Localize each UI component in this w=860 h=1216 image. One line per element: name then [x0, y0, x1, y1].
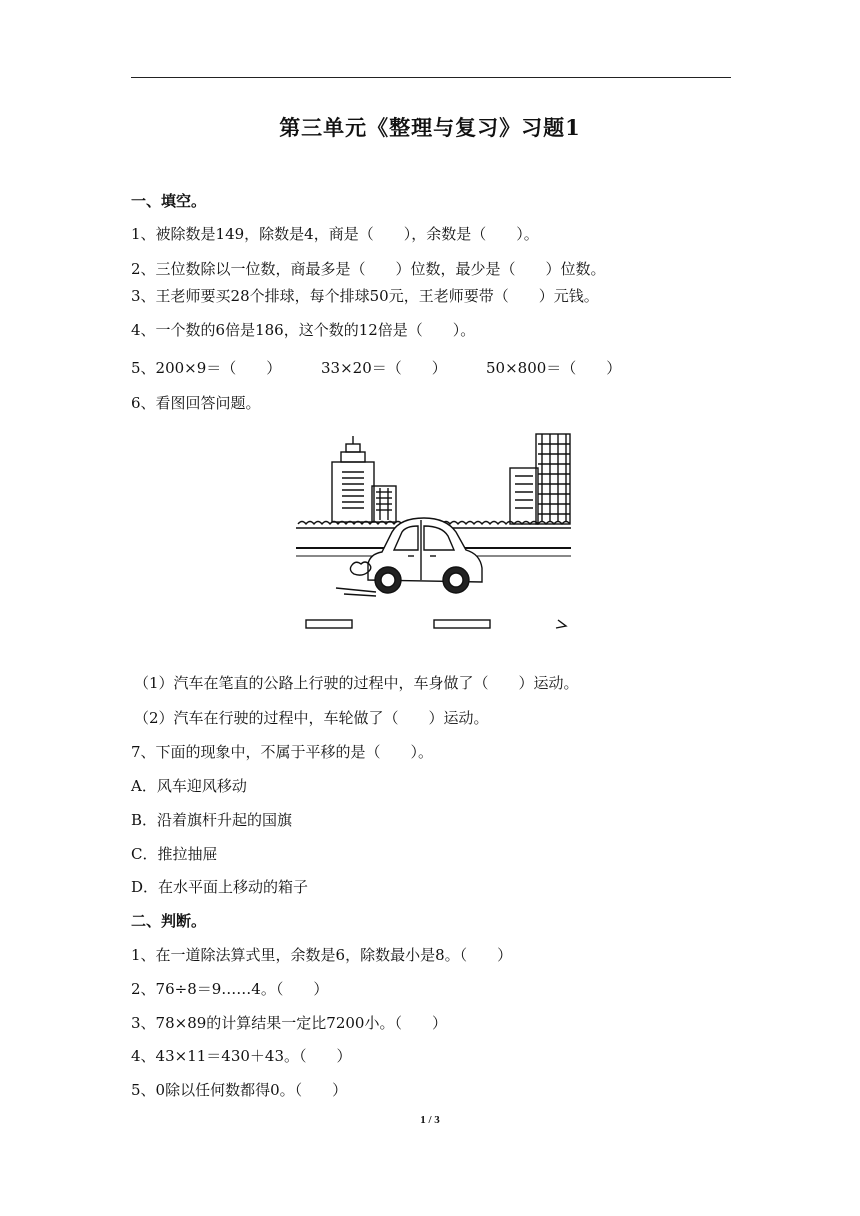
option-b: B．沿着旗杆升起的国旗 [131, 811, 293, 829]
calc-a: 5、200×9＝（ ） [131, 359, 282, 377]
judge-item-5: 5、0除以任何数都得0。（ ） [131, 1081, 348, 1099]
question-1: 1、被除数是149，除数是4，商是（ ），余数是（ ）。 [131, 225, 539, 243]
calc-b: 33×20＝（ ） [321, 359, 447, 377]
judge-item-4: 4、43×11＝430＋43。（ ） [131, 1047, 352, 1065]
page-title: 第三单元《整理与复习》习题1 [279, 115, 581, 140]
building-right-icon [510, 434, 570, 524]
car-street-illustration [296, 432, 571, 642]
question-6: 6、看图回答问题。 [131, 394, 261, 412]
option-d: D．在水平面上移动的箱子 [131, 878, 309, 896]
car-icon [336, 518, 482, 596]
judge-item-2: 2、76÷8＝9……4。（ ） [131, 980, 329, 998]
question-3: 3、王老师要买28个排球，每个排球50元，王老师要带（ ）元钱。 [131, 287, 599, 305]
judge-item-3: 3、78×89的计算结果一定比7200小。（ ） [131, 1014, 447, 1032]
question-6-1: （1）汽车在笔直的公路上行驶的过程中，车身做了（ ）运动。 [134, 674, 579, 692]
building-small-icon [372, 486, 396, 522]
question-7: 7、下面的现象中，不属于平移的是（ ）。 [131, 743, 434, 761]
option-c: C．推拉抽屉 [131, 845, 218, 863]
option-a: A．风车迎风移动 [131, 777, 247, 795]
question-2: 2、三位数除以一位数，商最多是（ ）位数，最少是（ ）位数。 [131, 260, 606, 278]
building-left-icon [332, 436, 374, 522]
header-rule [131, 77, 731, 78]
section-heading-fill-blank: 一、填空。 [131, 192, 207, 210]
calc-c: 50×800＝（ ） [486, 359, 622, 377]
question-4: 4、一个数的6倍是186，这个数的12倍是（ ）。 [131, 321, 476, 339]
judge-item-1: 1、在一道除法算式里，余数是6，除数最小是8。（ ） [131, 946, 513, 964]
question-6-2: （2）汽车在行驶的过程中，车轮做了（ ）运动。 [134, 709, 489, 727]
section-heading-judge: 二、判断。 [131, 912, 207, 930]
page-number: 1 / 3 [420, 1114, 440, 1126]
question-5 [131, 358, 621, 378]
